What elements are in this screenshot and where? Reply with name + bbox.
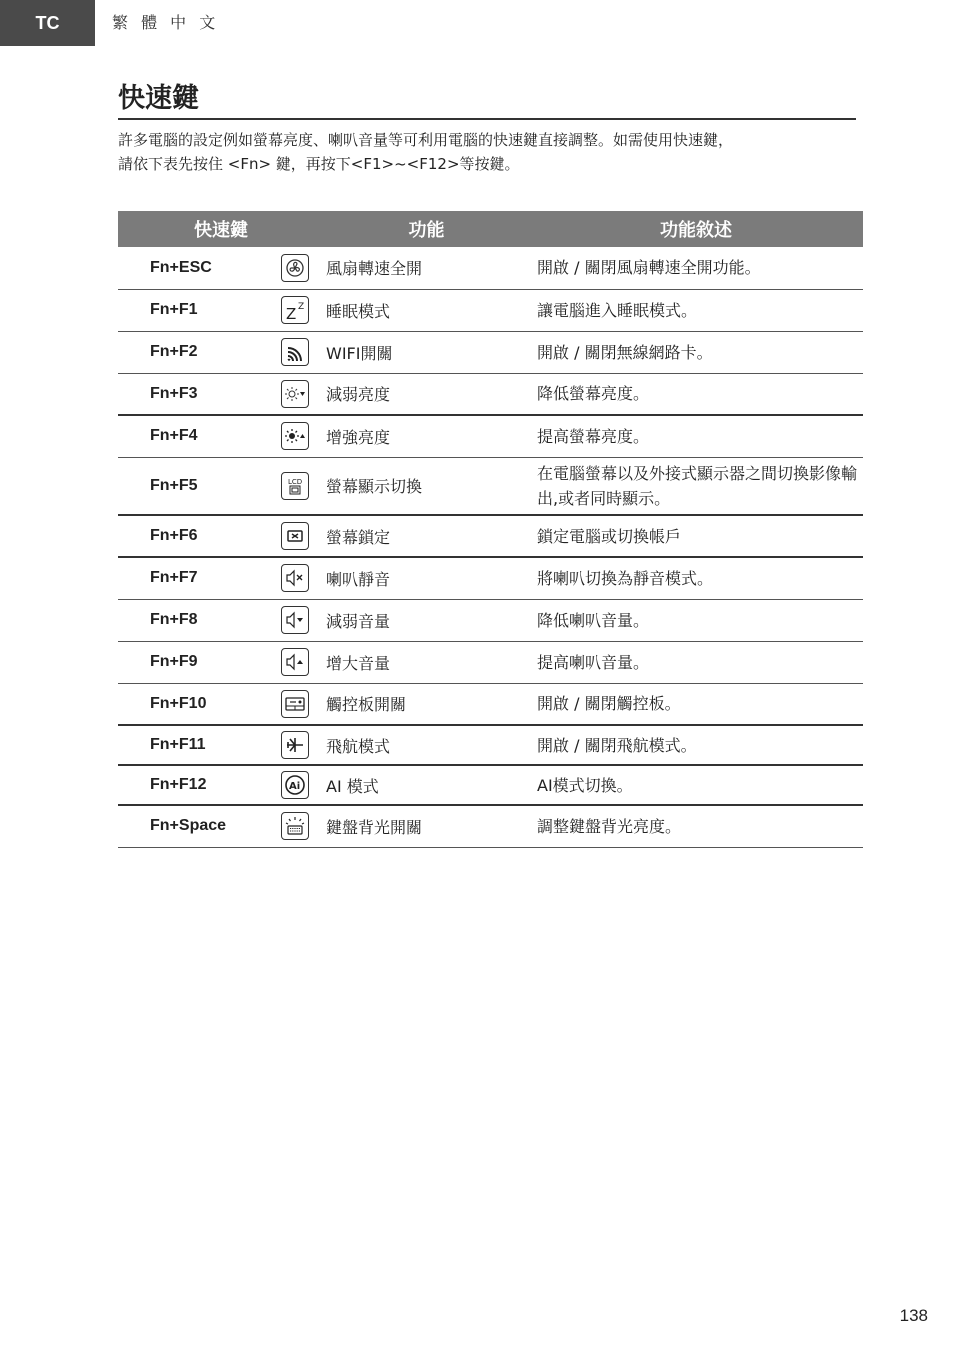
header-description: 功能敘述 xyxy=(529,211,863,247)
hotkey-table xyxy=(118,211,863,848)
hotkey-cell: Fn+F1 xyxy=(118,289,266,331)
description-cell: 開啟 / 關閉觸控板。 xyxy=(529,683,863,725)
table-row xyxy=(118,725,863,765)
icon-cell xyxy=(266,599,324,641)
title-divider xyxy=(118,118,856,120)
lcd-switch-icon xyxy=(281,472,309,500)
language-code: TC xyxy=(35,12,60,33)
airplane-icon xyxy=(281,731,309,759)
table-row xyxy=(118,415,863,457)
table-row xyxy=(118,557,863,599)
function-cell: 增強亮度 xyxy=(324,415,529,457)
table-row xyxy=(118,805,863,847)
hotkey-cell: Fn+F11 xyxy=(118,725,266,765)
function-cell: 飛航模式 xyxy=(324,725,529,765)
description-cell: 在電腦螢幕以及外接式顯示器之間切換影像輸出,或者同時顯示。 xyxy=(529,457,863,515)
screen-lock-icon xyxy=(281,522,309,550)
hotkey-cell: Fn+F5 xyxy=(118,457,266,515)
function-cell: 鍵盤背光開關 xyxy=(324,805,529,847)
icon-cell xyxy=(266,373,324,415)
description-cell: 調整鍵盤背光亮度。 xyxy=(529,805,863,847)
icon-cell xyxy=(266,247,324,289)
description-cell: 降低螢幕亮度。 xyxy=(529,373,863,415)
description-cell: 開啟 / 關閉飛航模式。 xyxy=(529,725,863,765)
hotkey-cell: Fn+F3 xyxy=(118,373,266,415)
header-hotkey: 快速鍵 xyxy=(118,211,324,247)
mute-icon xyxy=(281,564,309,592)
language-label: 繁 體 中 文 xyxy=(112,13,220,32)
svg-text:LCD: LCD xyxy=(288,477,303,486)
table-row xyxy=(118,515,863,557)
page-title: 快速鍵 xyxy=(118,83,199,114)
description-cell: 讓電腦進入睡眠模式。 xyxy=(529,289,863,331)
function-cell: 風扇轉速全開 xyxy=(324,247,529,289)
hotkey-cell: Fn+F4 xyxy=(118,415,266,457)
table-header-row xyxy=(118,211,863,247)
hotkey-cell: Fn+F2 xyxy=(118,331,266,373)
icon-cell xyxy=(266,765,324,805)
ai-icon xyxy=(281,771,309,799)
table-row xyxy=(118,247,863,289)
svg-text:Ai: Ai xyxy=(289,781,301,792)
icon-cell xyxy=(266,725,324,765)
intro-paragraph xyxy=(118,128,858,176)
volume-up-icon xyxy=(281,648,309,676)
wifi-icon xyxy=(281,338,309,366)
icon-cell xyxy=(266,557,324,599)
table-row xyxy=(118,373,863,415)
fan-icon xyxy=(281,254,309,282)
description-cell: 提高螢幕亮度。 xyxy=(529,415,863,457)
table-row xyxy=(118,289,863,331)
hotkey-cell: Fn+F6 xyxy=(118,515,266,557)
svg-text:Z: Z xyxy=(286,305,297,322)
function-cell: 喇叭靜音 xyxy=(324,557,529,599)
table-row xyxy=(118,599,863,641)
icon-cell xyxy=(266,331,324,373)
icon-cell xyxy=(266,641,324,683)
description-cell: 提高喇叭音量。 xyxy=(529,641,863,683)
function-cell: 減弱亮度 xyxy=(324,373,529,415)
hotkey-cell: Fn+ESC xyxy=(118,247,266,289)
sleep-icon xyxy=(281,296,309,324)
description-cell: AI模式切換。 xyxy=(529,765,863,805)
page-number: 138 xyxy=(899,1306,928,1325)
hotkey-cell: Fn+F9 xyxy=(118,641,266,683)
table-row xyxy=(118,641,863,683)
language-tab xyxy=(0,0,95,46)
function-cell: WIFI開關 xyxy=(324,331,529,373)
icon-cell xyxy=(266,415,324,457)
touchpad-icon xyxy=(281,690,309,718)
header-function: 功能 xyxy=(324,211,529,247)
hotkey-cell: Fn+F10 xyxy=(118,683,266,725)
function-cell: 睡眠模式 xyxy=(324,289,529,331)
icon-cell xyxy=(266,805,324,847)
hotkey-cell: Fn+Space xyxy=(118,805,266,847)
table-row xyxy=(118,765,863,805)
description-cell: 將喇叭切換為靜音模式。 xyxy=(529,557,863,599)
icon-cell xyxy=(266,515,324,557)
function-cell: 螢幕鎖定 xyxy=(324,515,529,557)
description-cell: 開啟 / 關閉風扇轉速全開功能。 xyxy=(529,247,863,289)
icon-cell xyxy=(266,289,324,331)
function-cell: 螢幕顯示切換 xyxy=(324,457,529,515)
icon-cell xyxy=(266,683,324,725)
function-cell: 增大音量 xyxy=(324,641,529,683)
hotkey-cell: Fn+F7 xyxy=(118,557,266,599)
icon-cell xyxy=(266,457,324,515)
table-row xyxy=(118,683,863,725)
intro-line-2: 請依下表先按住 <Fn> 鍵，再按下<F1>~<F12>等按鍵。 xyxy=(118,155,520,173)
hotkey-cell: Fn+F12 xyxy=(118,765,266,805)
table-row xyxy=(118,331,863,373)
function-cell: 減弱音量 xyxy=(324,599,529,641)
svg-text:Z: Z xyxy=(298,302,305,312)
volume-down-icon xyxy=(281,606,309,634)
function-cell: AI 模式 xyxy=(324,765,529,805)
keyboard-backlight-icon xyxy=(281,812,309,840)
description-cell: 開啟 / 關閉無線網路卡。 xyxy=(529,331,863,373)
function-cell: 觸控板開關 xyxy=(324,683,529,725)
table-row xyxy=(118,457,863,515)
description-cell: 鎖定電腦或切換帳戶 xyxy=(529,515,863,557)
brightness-up-icon xyxy=(281,422,309,450)
hotkey-cell: Fn+F8 xyxy=(118,599,266,641)
brightness-down-icon xyxy=(281,380,309,408)
intro-line-1: 許多電腦的設定例如螢幕亮度、喇叭音量等可利用電腦的快速鍵直接調整。如需使用快速鍵， xyxy=(118,131,734,149)
description-cell: 降低喇叭音量。 xyxy=(529,599,863,641)
